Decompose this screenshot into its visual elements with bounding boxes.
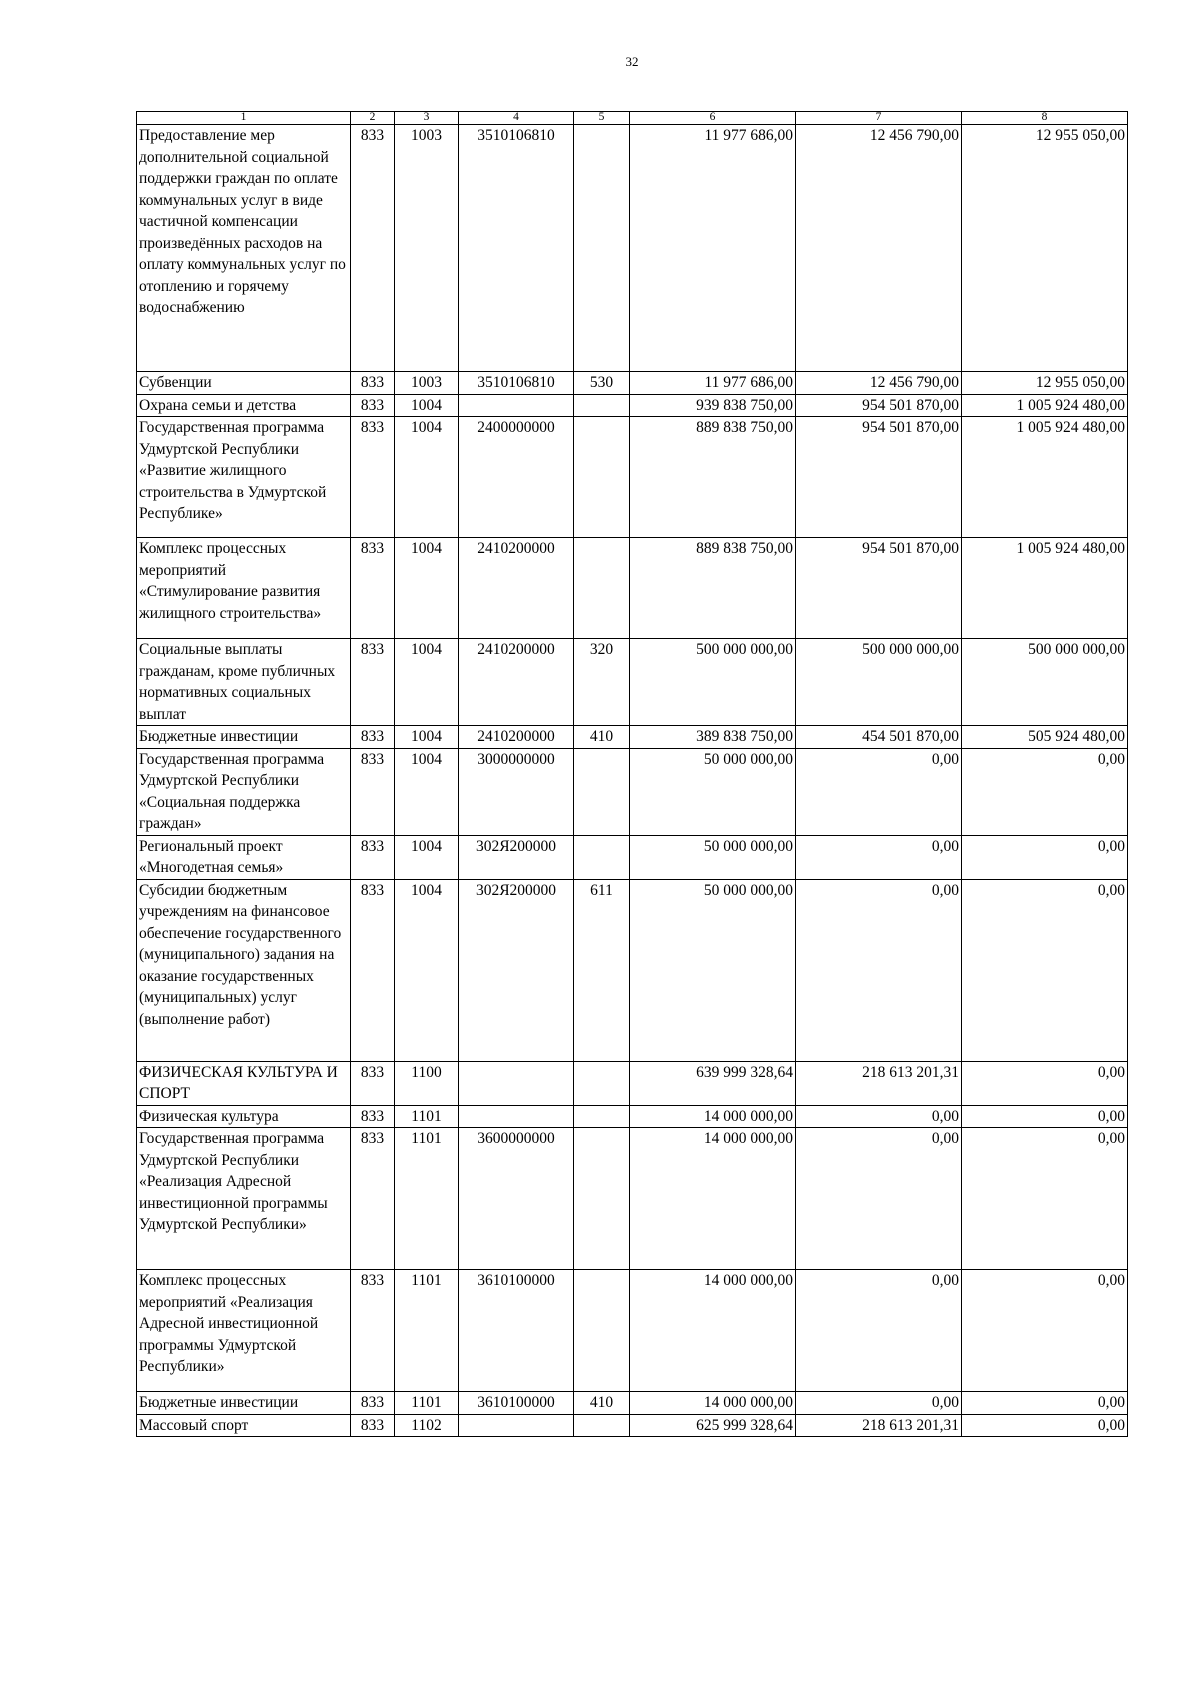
target-article-cell: 2410200000 — [459, 726, 574, 749]
amount-year-1-cell: 50 000 000,00 — [630, 879, 796, 1061]
row-name-cell: Бюджетные инвестиции — [137, 1392, 351, 1415]
column-number-cell: 2 — [351, 112, 395, 125]
expense-type-cell — [574, 1414, 630, 1437]
amount-year-1-cell: 11 977 686,00 — [630, 372, 796, 395]
grbs-code-cell: 833 — [351, 639, 395, 726]
amount-year-3-cell: 12 955 050,00 — [962, 372, 1128, 395]
amount-year-2-cell: 0,00 — [796, 748, 962, 835]
expense-type-cell — [574, 1128, 630, 1270]
amount-year-3-cell: 0,00 — [962, 1270, 1128, 1392]
amount-year-3-cell: 1 005 924 480,00 — [962, 394, 1128, 417]
table-row — [137, 394, 1128, 417]
expense-type-cell — [574, 1105, 630, 1128]
amount-year-2-cell: 0,00 — [796, 1105, 962, 1128]
budget-table — [136, 111, 1128, 1437]
expense-type-cell: 611 — [574, 879, 630, 1061]
column-number-cell: 6 — [630, 112, 796, 125]
target-article-cell: 2410200000 — [459, 639, 574, 726]
row-name-cell: Региональный проект «Многодетная семья» — [137, 835, 351, 879]
expense-type-cell — [574, 1061, 630, 1105]
section-code-cell: 1101 — [395, 1128, 459, 1270]
target-article-cell: 3510106810 — [459, 125, 574, 372]
grbs-code-cell: 833 — [351, 1392, 395, 1415]
grbs-code-cell: 833 — [351, 372, 395, 395]
amount-year-3-cell: 0,00 — [962, 1128, 1128, 1270]
expense-type-cell: 410 — [574, 726, 630, 749]
target-article-cell — [459, 1061, 574, 1105]
amount-year-2-cell: 954 501 870,00 — [796, 417, 962, 538]
section-code-cell: 1004 — [395, 748, 459, 835]
amount-year-3-cell: 1 005 924 480,00 — [962, 538, 1128, 639]
column-number-cell: 8 — [962, 112, 1128, 125]
row-name-cell: Субсидии бюджетным учреждениям на финансовое обеспечение государственного (муниципального) задания на оказание государственных (муниципальных) услуг (выполнение работ) — [137, 879, 351, 1061]
row-name-cell: Предоставление мер дополнительной социальной поддержки граждан по оплате коммунальных услуг в виде частичной компенсации произведённых расходов на оплату коммунальных услуг по отоплению и горячему водоснабжению — [137, 125, 351, 372]
row-name-cell: Охрана семьи и детства — [137, 394, 351, 417]
section-code-cell: 1004 — [395, 835, 459, 879]
table-row — [137, 1061, 1128, 1105]
amount-year-2-cell: 954 501 870,00 — [796, 394, 962, 417]
amount-year-1-cell: 389 838 750,00 — [630, 726, 796, 749]
target-article-cell — [459, 394, 574, 417]
amount-year-2-cell: 500 000 000,00 — [796, 639, 962, 726]
amount-year-3-cell: 0,00 — [962, 879, 1128, 1061]
grbs-code-cell: 833 — [351, 1270, 395, 1392]
amount-year-1-cell: 50 000 000,00 — [630, 835, 796, 879]
row-name-cell: Комплекс процессных мероприятий «Реализация Адресной инвестиционной программы Удмуртской Республики» — [137, 1270, 351, 1392]
amount-year-1-cell: 500 000 000,00 — [630, 639, 796, 726]
column-number-cell: 4 — [459, 112, 574, 125]
amount-year-3-cell: 1 005 924 480,00 — [962, 417, 1128, 538]
expense-type-cell: 530 — [574, 372, 630, 395]
section-code-cell: 1004 — [395, 726, 459, 749]
amount-year-3-cell: 0,00 — [962, 1061, 1128, 1105]
amount-year-1-cell: 889 838 750,00 — [630, 417, 796, 538]
amount-year-2-cell: 954 501 870,00 — [796, 538, 962, 639]
section-code-cell: 1004 — [395, 639, 459, 726]
row-name-cell: Государственная программа Удмуртской Республики «Реализация Адресной инвестиционной программы Удмуртской Республики» — [137, 1128, 351, 1270]
target-article-cell: 3000000000 — [459, 748, 574, 835]
target-article-cell — [459, 1105, 574, 1128]
amount-year-1-cell: 625 999 328,64 — [630, 1414, 796, 1437]
column-number-cell: 1 — [137, 112, 351, 125]
table-row — [137, 1414, 1128, 1437]
section-code-cell: 1101 — [395, 1270, 459, 1392]
amount-year-1-cell: 939 838 750,00 — [630, 394, 796, 417]
amount-year-1-cell: 11 977 686,00 — [630, 125, 796, 372]
row-name-cell: Комплекс процессных мероприятий «Стимулирование развития жилищного строительства» — [137, 538, 351, 639]
amount-year-3-cell: 12 955 050,00 — [962, 125, 1128, 372]
table-row — [137, 835, 1128, 879]
amount-year-2-cell: 454 501 870,00 — [796, 726, 962, 749]
target-article-cell: 2400000000 — [459, 417, 574, 538]
section-code-cell: 1101 — [395, 1392, 459, 1415]
grbs-code-cell: 833 — [351, 417, 395, 538]
expense-type-cell — [574, 538, 630, 639]
amount-year-1-cell: 639 999 328,64 — [630, 1061, 796, 1105]
amount-year-1-cell: 14 000 000,00 — [630, 1128, 796, 1270]
expense-type-cell — [574, 1270, 630, 1392]
amount-year-2-cell: 0,00 — [796, 1270, 962, 1392]
column-number-cell: 3 — [395, 112, 459, 125]
expense-type-cell — [574, 835, 630, 879]
row-name-cell: Массовый спорт — [137, 1414, 351, 1437]
section-code-cell: 1003 — [395, 125, 459, 372]
amount-year-2-cell: 0,00 — [796, 879, 962, 1061]
column-number-cell: 7 — [796, 112, 962, 125]
amount-year-3-cell: 0,00 — [962, 1105, 1128, 1128]
table-row — [137, 1105, 1128, 1128]
expense-type-cell: 410 — [574, 1392, 630, 1415]
grbs-code-cell: 833 — [351, 1414, 395, 1437]
page-number: 32 — [625, 54, 639, 69]
amount-year-2-cell: 0,00 — [796, 1128, 962, 1270]
amount-year-2-cell: 0,00 — [796, 835, 962, 879]
row-name-cell: Физическая культура — [137, 1105, 351, 1128]
row-name-cell: Субвенции — [137, 372, 351, 395]
target-article-cell: 3610100000 — [459, 1392, 574, 1415]
amount-year-2-cell: 0,00 — [796, 1392, 962, 1415]
table-row — [137, 1270, 1128, 1392]
row-name-cell: Социальные выплаты гражданам, кроме публичных нормативных социальных выплат — [137, 639, 351, 726]
table-row — [137, 639, 1128, 726]
expense-type-cell — [574, 125, 630, 372]
target-article-cell: 3510106810 — [459, 372, 574, 395]
amount-year-2-cell: 12 456 790,00 — [796, 125, 962, 372]
column-number-row — [137, 112, 1128, 125]
amount-year-1-cell: 889 838 750,00 — [630, 538, 796, 639]
column-number-cell: 5 — [574, 112, 630, 125]
amount-year-3-cell: 0,00 — [962, 835, 1128, 879]
section-code-cell: 1102 — [395, 1414, 459, 1437]
row-name-cell: ФИЗИЧЕСКАЯ КУЛЬТУРА И СПОРТ — [137, 1061, 351, 1105]
expense-type-cell — [574, 394, 630, 417]
table-row — [137, 879, 1128, 1061]
section-code-cell: 1004 — [395, 879, 459, 1061]
target-article-cell — [459, 1414, 574, 1437]
grbs-code-cell: 833 — [351, 394, 395, 417]
amount-year-1-cell: 14 000 000,00 — [630, 1270, 796, 1392]
section-code-cell: 1004 — [395, 394, 459, 417]
grbs-code-cell: 833 — [351, 748, 395, 835]
grbs-code-cell: 833 — [351, 1105, 395, 1128]
target-article-cell: 302Я200000 — [459, 835, 574, 879]
table-row — [137, 372, 1128, 395]
amount-year-2-cell: 218 613 201,31 — [796, 1061, 962, 1105]
amount-year-3-cell: 0,00 — [962, 748, 1128, 835]
row-name-cell: Государственная программа Удмуртской Республики «Развитие жилищного строительства в Удмуртской Республике» — [137, 417, 351, 538]
target-article-cell: 302Я200000 — [459, 879, 574, 1061]
amount-year-1-cell: 14 000 000,00 — [630, 1392, 796, 1415]
table-row — [137, 726, 1128, 749]
target-article-cell: 2410200000 — [459, 538, 574, 639]
grbs-code-cell: 833 — [351, 835, 395, 879]
row-name-cell: Государственная программа Удмуртской Республики «Социальная поддержка граждан» — [137, 748, 351, 835]
amount-year-3-cell: 500 000 000,00 — [962, 639, 1128, 726]
amount-year-3-cell: 0,00 — [962, 1414, 1128, 1437]
table-row — [137, 748, 1128, 835]
amount-year-1-cell: 50 000 000,00 — [630, 748, 796, 835]
target-article-cell: 3610100000 — [459, 1270, 574, 1392]
table-row — [137, 1392, 1128, 1415]
grbs-code-cell: 833 — [351, 879, 395, 1061]
amount-year-3-cell: 505 924 480,00 — [962, 726, 1128, 749]
row-name-cell: Бюджетные инвестиции — [137, 726, 351, 749]
expense-type-cell — [574, 748, 630, 835]
section-code-cell: 1004 — [395, 538, 459, 639]
target-article-cell: 3600000000 — [459, 1128, 574, 1270]
section-code-cell: 1004 — [395, 417, 459, 538]
table-row — [137, 417, 1128, 538]
table-row — [137, 1128, 1128, 1270]
grbs-code-cell: 833 — [351, 538, 395, 639]
grbs-code-cell: 833 — [351, 125, 395, 372]
section-code-cell: 1003 — [395, 372, 459, 395]
amount-year-2-cell: 12 456 790,00 — [796, 372, 962, 395]
amount-year-2-cell: 218 613 201,31 — [796, 1414, 962, 1437]
grbs-code-cell: 833 — [351, 1061, 395, 1105]
grbs-code-cell: 833 — [351, 1128, 395, 1270]
expense-type-cell: 320 — [574, 639, 630, 726]
grbs-code-cell: 833 — [351, 726, 395, 749]
table-row — [137, 125, 1128, 372]
section-code-cell: 1100 — [395, 1061, 459, 1105]
section-code-cell: 1101 — [395, 1105, 459, 1128]
expense-type-cell — [574, 417, 630, 538]
amount-year-1-cell: 14 000 000,00 — [630, 1105, 796, 1128]
amount-year-3-cell: 0,00 — [962, 1392, 1128, 1415]
table-row — [137, 538, 1128, 639]
